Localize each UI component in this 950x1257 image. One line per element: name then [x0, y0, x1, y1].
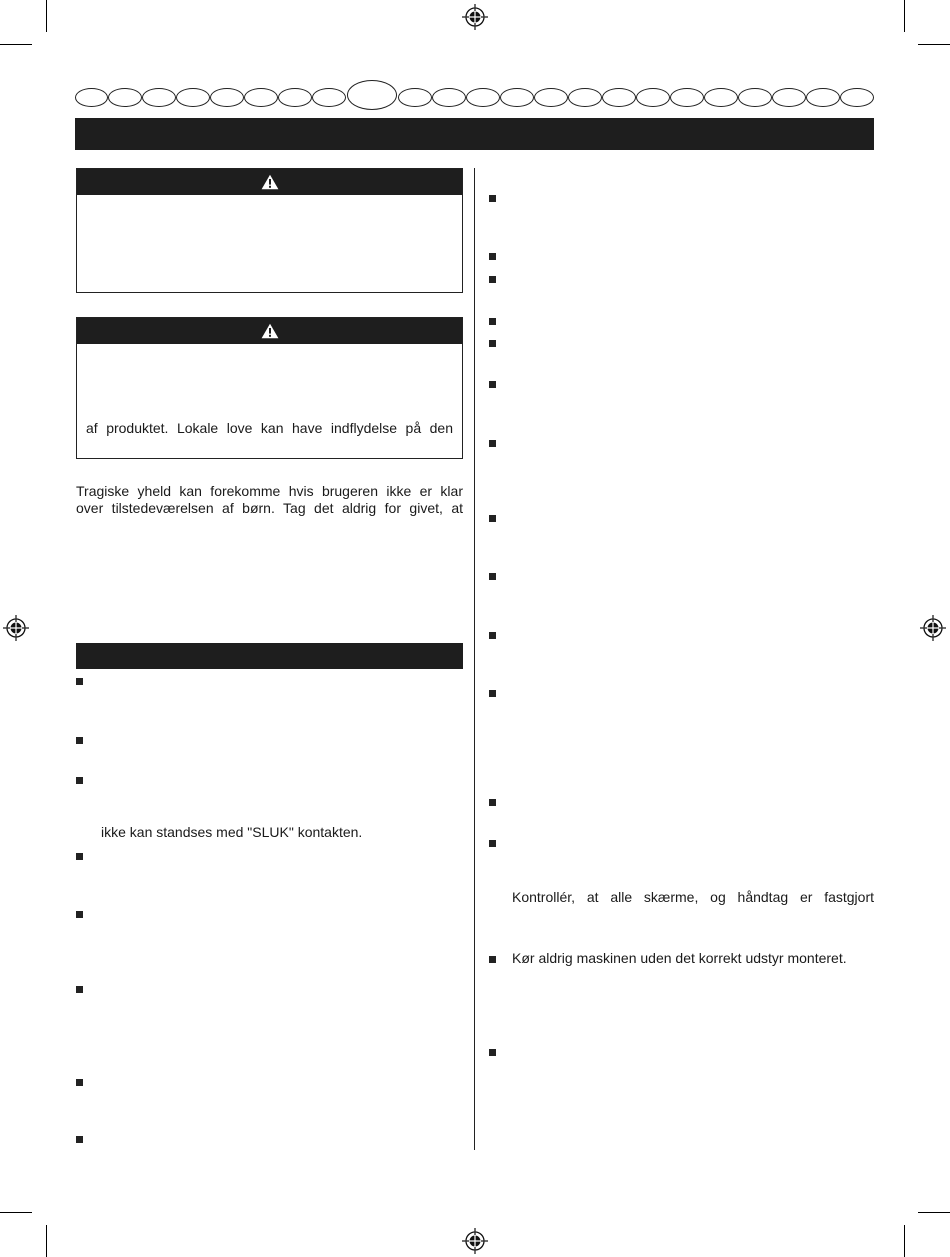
warning-box: [76, 168, 463, 293]
list-bullet: [76, 737, 83, 744]
crop-mark-bl-v: [46, 1225, 47, 1257]
language-tab[interactable]: [806, 88, 840, 107]
registration-mark-icon: [920, 615, 946, 641]
list-bullet: [76, 853, 83, 860]
language-tab[interactable]: [602, 88, 636, 107]
list-bullet: [489, 318, 496, 325]
language-tab[interactable]: [210, 88, 244, 107]
list-bullet: [489, 632, 496, 639]
language-tab[interactable]: [568, 88, 602, 107]
language-tab[interactable]: [278, 88, 312, 107]
crop-mark-bl-h: [0, 1212, 32, 1213]
crop-mark-tr-h: [918, 44, 950, 45]
warning-box: [76, 317, 463, 459]
crop-mark-br-v: [904, 1225, 905, 1257]
language-tab[interactable]: [176, 88, 210, 107]
list-bullet: [489, 253, 496, 260]
language-tab[interactable]: [432, 88, 466, 107]
list-bullet: [76, 986, 83, 993]
list-bullet: [76, 1136, 83, 1143]
section-subtitle-band: [76, 643, 463, 669]
warning-header: [77, 318, 462, 344]
list-bullet: [489, 381, 496, 388]
list-bullet: [489, 840, 496, 847]
list-item-continuation: ikke kan standses med "SLUK" kontakten.: [101, 824, 363, 840]
warning-header: [77, 169, 462, 195]
list-bullet: [489, 690, 496, 697]
language-tab[interactable]: [108, 88, 142, 107]
language-tab[interactable]: [142, 88, 176, 107]
paragraph-line: over tilstedeværelsen af børn. Tag det aldrig for givet, at: [76, 500, 463, 516]
list-bullet: [489, 956, 496, 963]
registration-mark-icon: [462, 4, 488, 30]
list-bullet: [489, 799, 496, 806]
language-tab[interactable]: [398, 88, 432, 107]
list-bullet: [76, 777, 83, 784]
list-bullet: [76, 911, 83, 918]
language-tab[interactable]: [636, 88, 670, 107]
registration-mark-icon: [3, 615, 29, 641]
language-tab[interactable]: [772, 88, 806, 107]
list-bullet: [76, 678, 83, 685]
column-divider: [474, 168, 475, 1150]
language-tab[interactable]: [466, 88, 500, 107]
warning-triangle-icon: [261, 323, 279, 339]
crop-mark-tl-v: [46, 0, 47, 32]
list-bullet: [489, 340, 496, 347]
registration-mark-icon: [462, 1228, 488, 1254]
language-tab[interactable]: [312, 88, 346, 107]
paragraph-line: Tragiske yheld kan forekomme hvis brugeren ikke er klar: [76, 483, 463, 499]
list-bullet: [489, 195, 496, 202]
warning-triangle-icon: [261, 174, 279, 190]
crop-mark-br-h: [918, 1212, 950, 1213]
language-tab[interactable]: [738, 88, 772, 107]
language-tab[interactable]: [670, 88, 704, 107]
list-item-text: Kør aldrig maskinen uden det korrekt udstyr monteret.: [512, 950, 847, 966]
language-tab[interactable]: [704, 88, 738, 107]
language-tab-selected[interactable]: [347, 80, 397, 110]
list-bullet: [489, 276, 496, 283]
language-tab[interactable]: [840, 88, 874, 107]
crop-mark-tr-v: [904, 0, 905, 32]
list-item-continuation: Kontrollér, at alle skærme, og håndtag er fastgjort: [512, 889, 874, 905]
language-tabs: [75, 80, 875, 110]
list-bullet: [76, 1079, 83, 1086]
list-bullet: [489, 573, 496, 580]
language-tab[interactable]: [244, 88, 278, 107]
list-bullet: [489, 1049, 496, 1056]
list-bullet: [489, 440, 496, 447]
language-tab[interactable]: [534, 88, 568, 107]
warning-text: af produktet. Lokale love kan have indflydelse på den: [86, 420, 453, 436]
section-title-band: [75, 118, 874, 150]
crop-mark-tl-h: [0, 44, 32, 45]
list-bullet: [489, 515, 496, 522]
language-tab[interactable]: [75, 88, 108, 107]
language-tab[interactable]: [500, 88, 534, 107]
